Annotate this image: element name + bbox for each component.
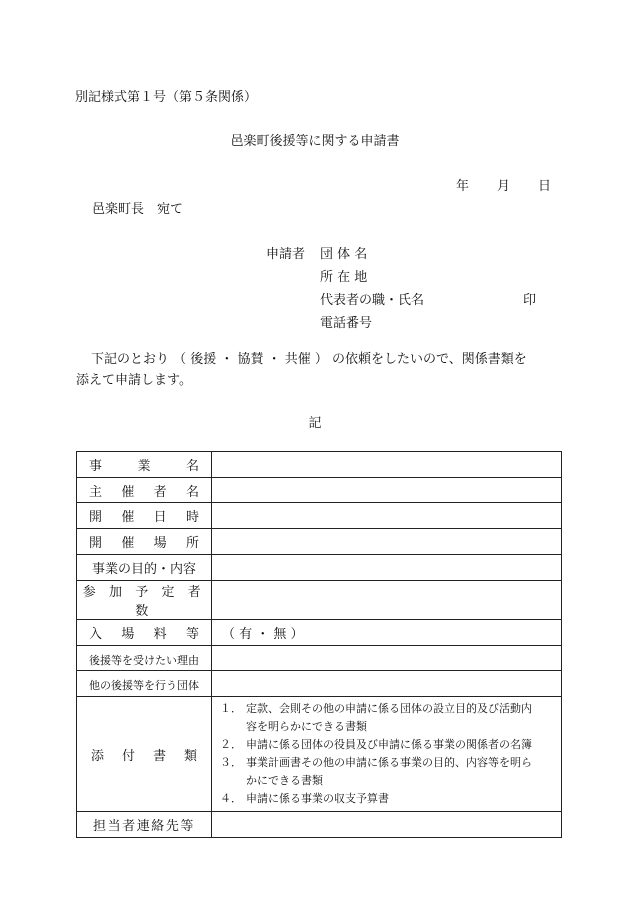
contact-label <box>77 812 212 838</box>
row-value-field[interactable] <box>212 503 562 529</box>
attachment-text: 申請に係る団体の役員及び申請に係る事業の関係者の名簿 <box>246 738 532 751</box>
label-char: 催 <box>121 536 135 551</box>
attachment-item <box>220 790 555 808</box>
table-row <box>77 529 562 555</box>
attachment-text-continued: かにできる書類 <box>246 774 323 787</box>
row-label-text: 後援等を受けたい理由 <box>89 653 199 667</box>
attachment-number: ２． <box>220 738 242 751</box>
contact-row <box>77 812 562 838</box>
attachment-item <box>220 700 555 718</box>
table-row <box>77 581 562 620</box>
table-row <box>77 452 562 478</box>
label-char: 催 <box>121 484 135 500</box>
attachment-text: 事業計画書その他の申請に係る事業の目的、内容等を明ら <box>246 756 532 769</box>
ki-heading: 記 <box>308 416 322 431</box>
row-value-field[interactable] <box>212 646 562 671</box>
applicant-address: 所 在 地 <box>320 270 368 285</box>
row-value-field[interactable] <box>212 529 562 555</box>
row-label <box>77 581 212 620</box>
row-label-text: 他の後援等を行う団体 <box>89 679 199 692</box>
attachments-row <box>77 697 562 812</box>
row-label <box>77 671 212 697</box>
table-row <box>77 555 562 581</box>
applicant-representative: 代表者の職・氏名 <box>320 293 425 308</box>
row-label <box>77 620 212 646</box>
label-distributed <box>77 481 211 500</box>
label-char: 事 <box>89 459 103 474</box>
seal-mark: 印 <box>523 293 537 308</box>
contact-value-field[interactable] <box>212 812 562 838</box>
attachment-text: 定款、会則その他の申請に係る団体の設立目的及び活動内 <box>246 702 532 715</box>
row-value-field[interactable] <box>212 581 562 620</box>
label-char: 場 <box>121 627 135 642</box>
label-char: 開 <box>89 510 103 525</box>
label-char: 催 <box>121 510 135 525</box>
label-distributed <box>77 623 211 642</box>
label-char: 主 <box>89 484 103 500</box>
label-char: 類 <box>183 748 197 764</box>
label-char: 開 <box>89 536 103 551</box>
label-char: 料 <box>153 627 167 642</box>
label-char: 場 <box>153 536 167 551</box>
addressee: 邑楽町長 宛て <box>92 202 184 217</box>
attachment-number: ３． <box>220 756 242 769</box>
label-char: 業 <box>137 459 151 474</box>
row-label <box>77 478 212 503</box>
label-distributed <box>77 532 211 551</box>
attachment-item <box>220 754 555 772</box>
document-title: 邑楽町後援等に関する申請書 <box>230 134 400 149</box>
application-table <box>76 451 562 838</box>
applicant-org-name: 団 体 名 <box>320 247 368 262</box>
label-char: 名 <box>185 459 199 474</box>
label-char: 所 <box>185 536 199 551</box>
table-row <box>77 503 562 529</box>
row-value-field[interactable] <box>212 478 562 503</box>
table-row <box>77 646 562 671</box>
request-statement-line2: 添えて申請します。 <box>76 373 192 388</box>
label-char: 等 <box>185 627 199 642</box>
label-distributed <box>77 745 211 764</box>
row-label <box>77 646 212 671</box>
label-char: 添 <box>91 748 105 764</box>
label-char: 入 <box>89 627 103 642</box>
row-label <box>77 529 212 555</box>
contact-label-text: 担当者連絡先等 <box>93 819 195 834</box>
label-char: 時 <box>185 510 199 525</box>
applicant-label: 申請者 <box>266 247 306 262</box>
date-month: 月 <box>497 179 511 194</box>
table-row <box>77 620 562 646</box>
row-value-field[interactable]: （ 有 ・ 無 ） <box>212 620 562 646</box>
row-label <box>77 452 212 478</box>
label-char: 者 <box>153 484 167 500</box>
row-value-field[interactable] <box>212 452 562 478</box>
table-row <box>77 671 562 697</box>
attachments-list <box>212 697 562 812</box>
attachments-label <box>77 697 212 812</box>
attachment-item <box>220 736 555 754</box>
row-label <box>77 555 212 581</box>
row-value-field[interactable] <box>212 555 562 581</box>
label-distributed <box>77 455 211 474</box>
table-row <box>77 478 562 503</box>
applicant-phone: 電話番号 <box>320 316 373 331</box>
label-char: 日 <box>153 510 167 525</box>
attachment-number: １． <box>220 702 242 715</box>
row-label <box>77 503 212 529</box>
label-distributed <box>77 506 211 525</box>
row-value-field[interactable] <box>212 671 562 697</box>
date-year: 年 <box>456 179 470 194</box>
attachment-text: 申請に係る事業の収支予算書 <box>246 792 389 805</box>
label-char: 付 <box>121 748 135 764</box>
attachment-number: ４． <box>220 792 242 805</box>
row-label-text: 参 加 予 定 者 数 <box>82 585 206 619</box>
date-day: 日 <box>538 179 552 194</box>
attachment-text-continued: 容を明らかにできる書類 <box>246 720 367 733</box>
label-char: 書 <box>152 748 166 764</box>
row-label-text: 事業の目的・内容 <box>91 562 196 577</box>
request-statement-line1: 下記のとおり （ 後援 ・ 協賛 ・ 共催 ） の依頼をしたいので、関係書類を <box>91 352 527 367</box>
label-char: 名 <box>185 484 199 500</box>
form-number: 別記様式第１号（第５条関係） <box>75 90 258 105</box>
